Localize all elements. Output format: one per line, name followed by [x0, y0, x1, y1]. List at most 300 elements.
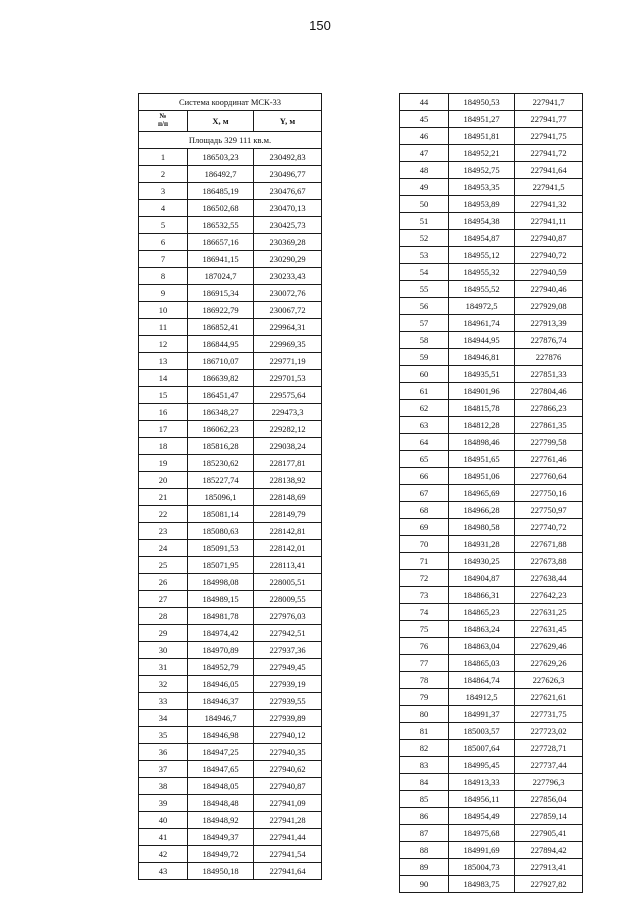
point-number-cell: 32	[139, 676, 188, 693]
y-coordinate-cell: 227876,74	[515, 332, 583, 349]
table-row	[139, 285, 322, 302]
point-number-cell: 39	[139, 795, 188, 812]
x-coordinate-cell: 185004,73	[449, 859, 515, 876]
point-number-cell: 16	[139, 404, 188, 421]
column-header-row	[139, 111, 322, 132]
point-number-cell: 84	[400, 774, 449, 791]
table-row	[400, 485, 583, 502]
x-coordinate-cell: 184951,65	[449, 451, 515, 468]
table-row	[139, 557, 322, 574]
y-coordinate-cell: 227941,54	[254, 846, 322, 863]
point-number-cell: 86	[400, 808, 449, 825]
table-row	[139, 183, 322, 200]
x-coordinate-cell: 184863,04	[449, 638, 515, 655]
point-number-cell: 66	[400, 468, 449, 485]
x-coordinate-cell: 184931,28	[449, 536, 515, 553]
coordinates-table-right	[399, 93, 583, 893]
x-coordinate-cell: 184948,92	[188, 812, 254, 829]
point-number-cell: 26	[139, 574, 188, 591]
point-number-cell: 63	[400, 417, 449, 434]
x-coordinate-cell: 184981,78	[188, 608, 254, 625]
table-row	[139, 659, 322, 676]
x-coordinate-cell: 184965,69	[449, 485, 515, 502]
y-coordinate-cell: 229969,35	[254, 336, 322, 353]
point-number-cell: 80	[400, 706, 449, 723]
x-coordinate-cell: 185230,62	[188, 455, 254, 472]
table-row	[400, 451, 583, 468]
point-number-cell: 58	[400, 332, 449, 349]
x-coordinate-cell: 184948,48	[188, 795, 254, 812]
point-number-cell: 90	[400, 876, 449, 893]
y-coordinate-cell: 227941,44	[254, 829, 322, 846]
y-coordinate-cell: 227937,36	[254, 642, 322, 659]
x-coordinate-cell: 184989,15	[188, 591, 254, 608]
point-number-cell: 44	[400, 94, 449, 111]
table-row	[139, 489, 322, 506]
x-coordinate-cell: 184954,87	[449, 230, 515, 247]
y-coordinate-cell: 227941,09	[254, 795, 322, 812]
x-coordinate-cell: 185227,74	[188, 472, 254, 489]
y-coordinate-cell: 230476,67	[254, 183, 322, 200]
x-coordinate-cell: 186710,07	[188, 353, 254, 370]
table-row	[400, 434, 583, 451]
x-coordinate-cell: 184951,81	[449, 128, 515, 145]
table-row	[400, 383, 583, 400]
y-coordinate-cell: 230492,83	[254, 149, 322, 166]
table-row	[400, 808, 583, 825]
page-number: 150	[309, 18, 331, 33]
y-coordinate-cell: 227941,77	[515, 111, 583, 128]
y-coordinate-cell: 227927,82	[515, 876, 583, 893]
table-row	[400, 672, 583, 689]
table-row	[139, 438, 322, 455]
table-row	[139, 642, 322, 659]
x-coordinate-cell: 184991,69	[449, 842, 515, 859]
table-row	[400, 298, 583, 315]
point-number-cell: 36	[139, 744, 188, 761]
x-coordinate-cell: 186657,16	[188, 234, 254, 251]
x-coordinate-cell: 184948,05	[188, 778, 254, 795]
x-coordinate-cell: 184995,45	[449, 757, 515, 774]
y-coordinate-cell: 227638,44	[515, 570, 583, 587]
table-row	[400, 723, 583, 740]
point-number-cell: 30	[139, 642, 188, 659]
point-number-cell: 48	[400, 162, 449, 179]
y-coordinate-cell: 227737,44	[515, 757, 583, 774]
table-row	[400, 468, 583, 485]
x-coordinate-cell: 184864,74	[449, 672, 515, 689]
point-number-cell: 34	[139, 710, 188, 727]
table-row	[139, 761, 322, 778]
y-coordinate-cell: 227750,97	[515, 502, 583, 519]
table-row	[139, 302, 322, 319]
coordinates-table-left	[138, 93, 322, 880]
table-row	[400, 94, 583, 111]
x-coordinate-cell: 184865,03	[449, 655, 515, 672]
point-number-cell: 67	[400, 485, 449, 502]
y-coordinate-cell: 227941,64	[254, 863, 322, 880]
y-coordinate-cell: 227629,46	[515, 638, 583, 655]
y-coordinate-cell: 227940,35	[254, 744, 322, 761]
point-number-cell: 71	[400, 553, 449, 570]
table-row	[139, 676, 322, 693]
table-row	[400, 315, 583, 332]
x-coordinate-cell: 184998,08	[188, 574, 254, 591]
table-row	[139, 625, 322, 642]
x-coordinate-cell: 186639,82	[188, 370, 254, 387]
point-number-cell: 38	[139, 778, 188, 795]
point-number-cell: 18	[139, 438, 188, 455]
point-number-cell: 72	[400, 570, 449, 587]
point-number-cell: 24	[139, 540, 188, 557]
table-row	[139, 166, 322, 183]
x-coordinate-cell: 184952,79	[188, 659, 254, 676]
table-row	[139, 319, 322, 336]
x-coordinate-cell: 186922,79	[188, 302, 254, 319]
point-number-cell: 3	[139, 183, 188, 200]
y-coordinate-cell: 227976,03	[254, 608, 322, 625]
table-row	[400, 825, 583, 842]
y-coordinate-cell: 227728,71	[515, 740, 583, 757]
x-coordinate-cell: 184944,95	[449, 332, 515, 349]
x-coordinate-cell: 186941,15	[188, 251, 254, 268]
y-coordinate-cell: 227941,75	[515, 128, 583, 145]
x-coordinate-cell: 184947,65	[188, 761, 254, 778]
point-number-cell: 42	[139, 846, 188, 863]
table-row	[139, 523, 322, 540]
area-row	[139, 132, 322, 149]
point-number-cell: 12	[139, 336, 188, 353]
table-row	[139, 200, 322, 217]
x-coordinate-cell: 186348,27	[188, 404, 254, 421]
y-coordinate-cell: 228142,81	[254, 523, 322, 540]
y-coordinate-cell: 227629,26	[515, 655, 583, 672]
point-number-cell: 29	[139, 625, 188, 642]
y-coordinate-cell: 227940,87	[254, 778, 322, 795]
table-row	[139, 591, 322, 608]
point-number-cell: 85	[400, 791, 449, 808]
point-number-cell: 4	[139, 200, 188, 217]
y-coordinate-cell: 230425,73	[254, 217, 322, 234]
point-number-cell: 75	[400, 621, 449, 638]
y-coordinate-cell: 227941,11	[515, 213, 583, 230]
y-coordinate-cell: 227941,64	[515, 162, 583, 179]
x-coordinate-cell: 184898,46	[449, 434, 515, 451]
point-number-cell: 19	[139, 455, 188, 472]
point-number-cell: 68	[400, 502, 449, 519]
number-column-header-line1: №	[159, 112, 167, 121]
x-coordinate-cell: 184955,32	[449, 264, 515, 281]
x-coordinate-cell: 184953,89	[449, 196, 515, 213]
point-number-cell: 17	[139, 421, 188, 438]
y-coordinate-cell: 227939,55	[254, 693, 322, 710]
table-row	[400, 604, 583, 621]
x-coordinate-cell: 184954,38	[449, 213, 515, 230]
y-coordinate-cell: 228005,51	[254, 574, 322, 591]
table-row	[400, 842, 583, 859]
point-number-cell: 55	[400, 281, 449, 298]
point-number-cell: 79	[400, 689, 449, 706]
y-coordinate-cell: 227760,64	[515, 468, 583, 485]
y-coordinate-cell: 230496,77	[254, 166, 322, 183]
point-number-cell: 87	[400, 825, 449, 842]
point-number-cell: 7	[139, 251, 188, 268]
table-row	[139, 251, 322, 268]
x-coordinate-cell: 184970,89	[188, 642, 254, 659]
table-row	[139, 149, 322, 166]
point-number-cell: 51	[400, 213, 449, 230]
table-row	[139, 404, 322, 421]
table-row	[139, 812, 322, 829]
point-number-cell: 56	[400, 298, 449, 315]
x-coordinate-cell: 186062,23	[188, 421, 254, 438]
point-number-cell: 54	[400, 264, 449, 281]
point-number-cell: 40	[139, 812, 188, 829]
table-row	[400, 400, 583, 417]
table-row	[400, 502, 583, 519]
point-number-cell: 31	[139, 659, 188, 676]
point-number-cell: 78	[400, 672, 449, 689]
point-number-cell: 28	[139, 608, 188, 625]
x-coordinate-cell: 184815,78	[449, 400, 515, 417]
table-row	[400, 281, 583, 298]
table-row	[400, 706, 583, 723]
table-row	[139, 472, 322, 489]
point-number-cell: 73	[400, 587, 449, 604]
x-coordinate-cell: 186852,41	[188, 319, 254, 336]
area-label: Площадь 329 111 кв.м.	[139, 132, 322, 149]
y-coordinate-cell: 227723,02	[515, 723, 583, 740]
y-coordinate-cell: 227731,75	[515, 706, 583, 723]
y-coordinate-cell: 227796,3	[515, 774, 583, 791]
y-coordinate-cell: 228142,01	[254, 540, 322, 557]
table-row	[139, 727, 322, 744]
y-coordinate-cell: 227740,72	[515, 519, 583, 536]
point-number-cell: 88	[400, 842, 449, 859]
y-coordinate-cell: 230233,43	[254, 268, 322, 285]
y-coordinate-cell: 228113,41	[254, 557, 322, 574]
point-number-cell: 65	[400, 451, 449, 468]
y-coordinate-cell: 227761,46	[515, 451, 583, 468]
x-coordinate-cell: 184946,98	[188, 727, 254, 744]
table-row	[139, 370, 322, 387]
x-coordinate-cell: 184991,37	[449, 706, 515, 723]
x-coordinate-cell: 184949,72	[188, 846, 254, 863]
table-title-row	[139, 94, 322, 111]
y-coordinate-cell: 230290,29	[254, 251, 322, 268]
point-number-cell: 47	[400, 145, 449, 162]
y-coordinate-cell: 227642,23	[515, 587, 583, 604]
point-number-cell: 33	[139, 693, 188, 710]
y-coordinate-cell: 227941,72	[515, 145, 583, 162]
point-number-cell: 10	[139, 302, 188, 319]
y-coordinate-cell: 227799,58	[515, 434, 583, 451]
table-row	[400, 655, 583, 672]
y-coordinate-cell: 227750,16	[515, 485, 583, 502]
x-coordinate-cell: 184904,87	[449, 570, 515, 587]
y-coordinate-cell: 227929,08	[515, 298, 583, 315]
table-row	[400, 128, 583, 145]
x-coordinate-cell: 184972,5	[449, 298, 515, 315]
table-row	[400, 349, 583, 366]
x-coordinate-cell: 184956,11	[449, 791, 515, 808]
x-coordinate-cell: 184901,96	[449, 383, 515, 400]
x-coordinate-cell: 185007,64	[449, 740, 515, 757]
point-number-cell: 62	[400, 400, 449, 417]
y-coordinate-cell: 227894,42	[515, 842, 583, 859]
x-coordinate-cell: 184953,35	[449, 179, 515, 196]
point-number-cell: 20	[139, 472, 188, 489]
x-coordinate-cell: 185003,57	[449, 723, 515, 740]
x-coordinate-cell: 184980,58	[449, 519, 515, 536]
table-row	[139, 506, 322, 523]
table-row	[400, 230, 583, 247]
y-coordinate-cell: 227861,35	[515, 417, 583, 434]
y-coordinate-cell: 229282,12	[254, 421, 322, 438]
y-coordinate-cell: 229575,64	[254, 387, 322, 404]
table-row	[139, 540, 322, 557]
point-number-cell: 50	[400, 196, 449, 213]
table-row	[400, 519, 583, 536]
table-row	[400, 247, 583, 264]
x-coordinate-cell: 186915,34	[188, 285, 254, 302]
number-column-header-line2: п/п	[157, 120, 168, 128]
table-row	[139, 795, 322, 812]
point-number-cell: 52	[400, 230, 449, 247]
point-number-cell: 9	[139, 285, 188, 302]
x-coordinate-cell: 184951,06	[449, 468, 515, 485]
table-row	[400, 111, 583, 128]
table-row	[139, 455, 322, 472]
point-number-cell: 35	[139, 727, 188, 744]
y-coordinate-cell: 228009,55	[254, 591, 322, 608]
point-number-cell: 57	[400, 315, 449, 332]
point-number-cell: 6	[139, 234, 188, 251]
table-row	[400, 876, 583, 893]
x-coordinate-cell: 184954,49	[449, 808, 515, 825]
y-coordinate-cell: 227673,88	[515, 553, 583, 570]
x-coordinate-cell: 184866,31	[449, 587, 515, 604]
y-coordinate-cell: 227940,72	[515, 247, 583, 264]
table-row	[400, 791, 583, 808]
y-coordinate-cell: 227905,41	[515, 825, 583, 842]
y-coordinate-cell: 227940,59	[515, 264, 583, 281]
x-coordinate-cell: 184935,51	[449, 366, 515, 383]
point-number-cell: 22	[139, 506, 188, 523]
table-row	[139, 268, 322, 285]
point-number-cell: 81	[400, 723, 449, 740]
point-number-cell: 13	[139, 353, 188, 370]
y-coordinate-cell: 227940,62	[254, 761, 322, 778]
point-number-cell: 43	[139, 863, 188, 880]
table-row	[400, 774, 583, 791]
table-row	[400, 213, 583, 230]
y-coordinate-cell: 227940,46	[515, 281, 583, 298]
y-column-header: Y, м	[254, 111, 322, 132]
x-coordinate-cell: 185816,28	[188, 438, 254, 455]
y-coordinate-cell: 229038,24	[254, 438, 322, 455]
point-number-cell: 69	[400, 519, 449, 536]
table-row	[400, 689, 583, 706]
point-number-cell: 82	[400, 740, 449, 757]
y-coordinate-cell: 230067,72	[254, 302, 322, 319]
point-number-cell: 23	[139, 523, 188, 540]
y-coordinate-cell: 227671,88	[515, 536, 583, 553]
x-coordinate-cell: 186844,95	[188, 336, 254, 353]
point-number-cell: 41	[139, 829, 188, 846]
y-coordinate-cell: 227876	[515, 349, 583, 366]
x-coordinate-cell: 184955,12	[449, 247, 515, 264]
point-number-cell: 77	[400, 655, 449, 672]
point-number-cell: 5	[139, 217, 188, 234]
x-coordinate-cell: 186502,68	[188, 200, 254, 217]
y-coordinate-cell: 230369,28	[254, 234, 322, 251]
table-row	[400, 162, 583, 179]
y-coordinate-cell: 227859,14	[515, 808, 583, 825]
coordinate-system-title: Система координат МСК-33	[139, 94, 322, 111]
x-coordinate-cell: 186485,19	[188, 183, 254, 200]
y-coordinate-cell: 228177,81	[254, 455, 322, 472]
y-coordinate-cell: 227942,51	[254, 625, 322, 642]
x-coordinate-cell: 184930,25	[449, 553, 515, 570]
point-number-cell: 1	[139, 149, 188, 166]
coordinates-table-right-body	[400, 94, 583, 893]
x-coordinate-cell: 184983,75	[449, 876, 515, 893]
y-coordinate-cell: 227949,45	[254, 659, 322, 676]
x-coordinate-cell: 186451,47	[188, 387, 254, 404]
x-coordinate-cell: 186492,7	[188, 166, 254, 183]
x-coordinate-cell: 184952,75	[449, 162, 515, 179]
table-row	[400, 366, 583, 383]
y-coordinate-cell: 227940,12	[254, 727, 322, 744]
y-coordinate-cell: 227941,7	[515, 94, 583, 111]
x-coordinate-cell: 184950,18	[188, 863, 254, 880]
table-row	[139, 421, 322, 438]
x-coordinate-cell: 184865,23	[449, 604, 515, 621]
x-coordinate-cell: 184812,28	[449, 417, 515, 434]
y-coordinate-cell: 227939,89	[254, 710, 322, 727]
y-coordinate-cell: 227631,25	[515, 604, 583, 621]
y-coordinate-cell: 227631,45	[515, 621, 583, 638]
point-number-cell: 2	[139, 166, 188, 183]
table-row	[400, 638, 583, 655]
y-coordinate-cell: 229964,31	[254, 319, 322, 336]
y-coordinate-cell: 230470,13	[254, 200, 322, 217]
point-number-cell: 74	[400, 604, 449, 621]
y-coordinate-cell: 227941,5	[515, 179, 583, 196]
y-coordinate-cell: 229771,19	[254, 353, 322, 370]
table-row	[139, 387, 322, 404]
y-coordinate-cell: 229473,3	[254, 404, 322, 421]
point-number-cell: 49	[400, 179, 449, 196]
table-row	[139, 336, 322, 353]
y-coordinate-cell: 227913,41	[515, 859, 583, 876]
x-coordinate-cell: 184950,53	[449, 94, 515, 111]
table-row	[139, 744, 322, 761]
table-row	[139, 608, 322, 625]
x-coordinate-cell: 184949,37	[188, 829, 254, 846]
table-row	[400, 536, 583, 553]
table-row	[400, 417, 583, 434]
point-number-cell: 37	[139, 761, 188, 778]
table-row	[400, 570, 583, 587]
point-number-cell: 64	[400, 434, 449, 451]
table-row	[139, 693, 322, 710]
table-row	[139, 846, 322, 863]
table-row	[139, 710, 322, 727]
point-number-cell: 15	[139, 387, 188, 404]
table-row	[400, 332, 583, 349]
